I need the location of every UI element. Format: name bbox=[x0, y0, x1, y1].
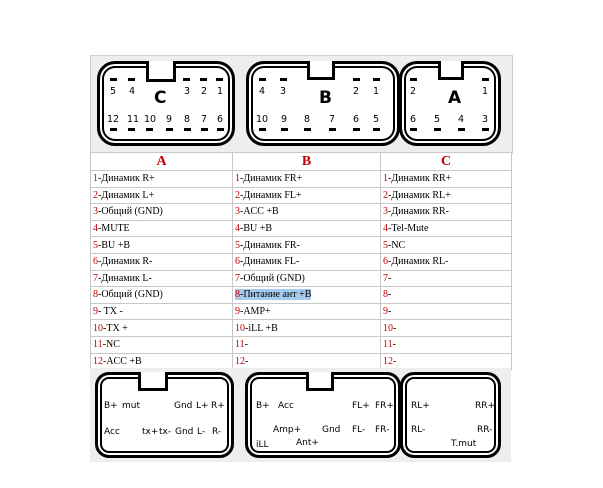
bottom-connector-middle-notch bbox=[306, 372, 334, 391]
connector-a-letter: A bbox=[448, 88, 462, 108]
table-header-row bbox=[91, 153, 512, 171]
pin-a3: 3 bbox=[482, 114, 489, 125]
pin-function: -Динамик RL- bbox=[388, 256, 449, 268]
label-amp-plus: Amp+ bbox=[273, 425, 302, 435]
pin-function: - bbox=[393, 322, 397, 334]
pin-number: 12 bbox=[93, 355, 103, 367]
pin-function: -AMP+ bbox=[240, 306, 271, 318]
table-row bbox=[91, 287, 512, 304]
table-cell-b bbox=[233, 253, 381, 270]
bottom-connector-left-notch bbox=[138, 372, 168, 391]
pin-dash bbox=[434, 128, 441, 131]
pin-dash bbox=[166, 128, 173, 131]
table-row bbox=[91, 204, 512, 221]
label-gnd-2: Gnd bbox=[175, 427, 194, 437]
pin-a1: 1 bbox=[482, 86, 489, 97]
pin-number: 3 bbox=[235, 206, 240, 218]
pin-number: 8 bbox=[235, 289, 240, 301]
pin-dash bbox=[373, 128, 380, 131]
label-fl-plus: FL+ bbox=[352, 401, 370, 411]
pin-number: 1 bbox=[235, 173, 240, 185]
pin-function: -Динамик R+ bbox=[98, 173, 155, 185]
pin-dash bbox=[353, 128, 360, 131]
pin-c3: 3 bbox=[184, 86, 191, 97]
label-ant-plus: Ant+ bbox=[296, 438, 319, 448]
pin-function: -Динамик RL+ bbox=[388, 189, 451, 201]
table-row bbox=[91, 187, 512, 204]
pin-dash bbox=[281, 128, 288, 131]
pin-dash bbox=[329, 128, 336, 131]
label-rl-plus: RL+ bbox=[411, 401, 430, 411]
table-cell-c bbox=[381, 204, 512, 221]
pin-dash bbox=[482, 78, 489, 81]
pin-b2: 2 bbox=[353, 86, 360, 97]
pin-a2: 2 bbox=[410, 86, 417, 97]
table-cell-b bbox=[233, 187, 381, 204]
label-ill: iLL bbox=[256, 440, 269, 450]
connector-a-notch bbox=[438, 61, 464, 80]
pin-number: 7 bbox=[93, 272, 98, 284]
pin-number: 2 bbox=[383, 189, 388, 201]
pin-number: 8 bbox=[93, 289, 98, 301]
table-cell-a bbox=[91, 303, 233, 320]
pin-dash bbox=[216, 78, 223, 81]
table-cell-a bbox=[91, 237, 233, 254]
pin-function: -MUTE bbox=[98, 223, 130, 235]
pin-number: 7 bbox=[383, 272, 388, 284]
pin-function: -BU +B bbox=[98, 239, 131, 251]
pin-number: 5 bbox=[93, 239, 98, 251]
pin-number: 2 bbox=[93, 189, 98, 201]
pin-function: - bbox=[244, 339, 248, 351]
table-row bbox=[91, 237, 512, 254]
pin-function: - bbox=[393, 355, 397, 367]
pin-number: 5 bbox=[235, 239, 240, 251]
label-fr-minus: FR- bbox=[375, 425, 390, 435]
table-cell-c bbox=[381, 253, 512, 270]
label-fl-minus: FL- bbox=[352, 425, 366, 435]
pin-number: 9 bbox=[93, 306, 98, 318]
table-row bbox=[91, 320, 512, 337]
label-r-plus: R+ bbox=[211, 401, 225, 411]
pin-dash bbox=[200, 78, 207, 81]
table-cell-b bbox=[233, 237, 381, 254]
bottom-connector-right bbox=[400, 372, 501, 458]
pin-b4: 4 bbox=[259, 86, 266, 97]
label-b-plus-2: B+ bbox=[256, 401, 270, 411]
table-cell-b bbox=[233, 270, 381, 287]
pin-number: 10 bbox=[383, 322, 393, 334]
table-row bbox=[91, 171, 512, 188]
pin-dash bbox=[201, 128, 208, 131]
connector-c-notch bbox=[146, 61, 176, 82]
pin-dash bbox=[373, 78, 380, 81]
pin-function: -NC bbox=[102, 339, 120, 351]
table-row bbox=[91, 220, 512, 237]
bottom-connector-middle bbox=[245, 372, 401, 458]
table-cell-c bbox=[381, 287, 512, 304]
pin-function: - bbox=[388, 289, 392, 301]
label-gnd-3: Gnd bbox=[322, 425, 341, 435]
pin-c5: 5 bbox=[110, 86, 117, 97]
pin-number: 5 bbox=[383, 239, 388, 251]
connector-b-notch bbox=[307, 61, 335, 80]
pin-function: -Динамик L- bbox=[98, 272, 152, 284]
table-cell-c bbox=[381, 220, 512, 237]
pin-c12: 12 bbox=[107, 114, 120, 125]
pin-c4: 4 bbox=[129, 86, 136, 97]
pin-c9: 9 bbox=[166, 114, 173, 125]
table-cell-a bbox=[91, 171, 233, 188]
table-row bbox=[91, 253, 512, 270]
pin-number: 12 bbox=[235, 355, 245, 367]
table-cell-c bbox=[381, 336, 512, 353]
label-fr-plus: FR+ bbox=[375, 401, 394, 411]
pin-number: 10 bbox=[235, 322, 245, 334]
label-tx-minus: tx- bbox=[159, 427, 172, 437]
pin-dash bbox=[110, 128, 117, 131]
pin-dash bbox=[110, 78, 117, 81]
pin-function: -ACC +B bbox=[103, 355, 142, 367]
pin-a5: 5 bbox=[434, 114, 441, 125]
pin-b8: 8 bbox=[304, 114, 311, 125]
pin-a4: 4 bbox=[458, 114, 465, 125]
pin-function: -TX + bbox=[103, 322, 128, 334]
table-cell-a bbox=[91, 253, 233, 270]
pin-number: 4 bbox=[235, 223, 240, 235]
pin-number: 8 bbox=[383, 289, 388, 301]
pin-b6: 6 bbox=[353, 114, 360, 125]
table-cell-b bbox=[233, 303, 381, 320]
label-acc-2: Acc bbox=[278, 401, 294, 411]
pin-function: -Динамик RR+ bbox=[388, 173, 452, 185]
pin-a6: 6 bbox=[410, 114, 417, 125]
label-l-minus: L- bbox=[197, 427, 206, 437]
pin-dash bbox=[482, 128, 489, 131]
label-rr-plus: RR+ bbox=[475, 401, 496, 411]
pin-dash bbox=[410, 128, 417, 131]
pin-number: 11 bbox=[93, 339, 103, 351]
pin-function: - bbox=[245, 355, 249, 367]
label-mut: mut bbox=[122, 401, 140, 411]
pin-function: - bbox=[388, 272, 392, 284]
pin-number: 9 bbox=[235, 306, 240, 318]
label-gnd: Gnd bbox=[174, 401, 193, 411]
label-l-plus: L+ bbox=[196, 401, 209, 411]
pin-function: -NC bbox=[388, 239, 406, 251]
label-b-plus: B+ bbox=[104, 401, 118, 411]
pin-number: 11 bbox=[235, 339, 245, 351]
bottom-connector-left bbox=[95, 372, 234, 458]
pin-number: 4 bbox=[93, 223, 98, 235]
pin-b10: 10 bbox=[256, 114, 269, 125]
pin-dash bbox=[410, 78, 417, 81]
label-t-mut: T.mut bbox=[451, 439, 477, 449]
pin-c7: 7 bbox=[201, 114, 208, 125]
table-cell-a bbox=[91, 336, 233, 353]
table-body bbox=[91, 171, 512, 370]
pin-number: 9 bbox=[383, 306, 388, 318]
pin-number: 12 bbox=[383, 355, 393, 367]
pin-number: 6 bbox=[93, 256, 98, 268]
pin-function: -Динамик L+ bbox=[98, 189, 155, 201]
pin-function: -Tel-Mute bbox=[388, 223, 429, 235]
pin-number: 1 bbox=[93, 173, 98, 185]
pin-dash bbox=[146, 128, 153, 131]
pin-function: - bbox=[388, 306, 392, 318]
table-cell-c bbox=[381, 303, 512, 320]
label-rl-minus: RL- bbox=[411, 425, 426, 435]
table-cell-a bbox=[91, 187, 233, 204]
table-cell-a bbox=[91, 287, 233, 304]
table-cell-a bbox=[91, 270, 233, 287]
pin-function: -Динамик R- bbox=[98, 256, 153, 268]
table-row bbox=[91, 270, 512, 287]
pin-dash bbox=[353, 78, 360, 81]
pin-function: -Динамик FL- bbox=[240, 256, 300, 268]
pin-b1: 1 bbox=[373, 86, 380, 97]
table-cell-a bbox=[91, 320, 233, 337]
table-row bbox=[91, 336, 512, 353]
pin-dash bbox=[259, 78, 266, 81]
table-cell-c bbox=[381, 171, 512, 188]
pin-c6: 6 bbox=[217, 114, 224, 125]
pin-function: -Динамик FR+ bbox=[240, 173, 303, 185]
table-cell-b bbox=[233, 320, 381, 337]
pin-function: -BU +B bbox=[240, 223, 273, 235]
pin-dash bbox=[184, 128, 191, 131]
pin-number: 1 bbox=[383, 173, 388, 185]
header-c: C bbox=[381, 153, 512, 171]
pin-dash bbox=[183, 78, 190, 81]
pin-function: - bbox=[392, 339, 396, 351]
pin-number: 3 bbox=[93, 206, 98, 218]
table-cell-b bbox=[233, 171, 381, 188]
pin-function: -Питание ант +B bbox=[240, 289, 312, 301]
table-cell-a bbox=[91, 204, 233, 221]
connector-a bbox=[399, 61, 501, 146]
table-cell-c bbox=[381, 187, 512, 204]
table-cell-b bbox=[233, 204, 381, 221]
pin-dash bbox=[259, 128, 266, 131]
pin-number: 11 bbox=[383, 339, 393, 351]
label-acc: Acc bbox=[104, 427, 120, 437]
pin-c10: 10 bbox=[144, 114, 157, 125]
pin-dash bbox=[458, 128, 465, 131]
pin-b5: 5 bbox=[373, 114, 380, 125]
table-cell-a bbox=[91, 220, 233, 237]
pin-c8: 8 bbox=[184, 114, 191, 125]
pin-dash bbox=[304, 128, 311, 131]
top-connector-strip bbox=[90, 55, 513, 154]
label-rr-minus: RR- bbox=[477, 425, 493, 435]
pin-number: 4 bbox=[383, 223, 388, 235]
pin-number: 3 bbox=[383, 206, 388, 218]
pin-number: 6 bbox=[383, 256, 388, 268]
table-cell-c bbox=[381, 320, 512, 337]
pin-function: -Общий (GND) bbox=[240, 272, 305, 284]
pin-c11: 11 bbox=[127, 114, 140, 125]
pin-dash bbox=[128, 78, 135, 81]
pin-b3: 3 bbox=[280, 86, 287, 97]
pin-dash bbox=[280, 78, 287, 81]
connector-c bbox=[97, 61, 235, 146]
table-cell-c bbox=[381, 270, 512, 287]
header-a: A bbox=[91, 153, 233, 171]
pin-dash bbox=[217, 128, 224, 131]
pin-function: -Общий (GND) bbox=[98, 206, 163, 218]
pin-b7: 7 bbox=[329, 114, 336, 125]
pin-c1: 1 bbox=[217, 86, 224, 97]
connector-b-letter: B bbox=[319, 88, 332, 108]
pin-function: -Динамик FL+ bbox=[240, 189, 302, 201]
pin-number: 6 bbox=[235, 256, 240, 268]
connector-c-letter: C bbox=[154, 88, 167, 108]
pin-dash bbox=[128, 128, 135, 131]
pin-number: 2 bbox=[235, 189, 240, 201]
pin-function: -Общий (GND) bbox=[98, 289, 163, 301]
connector-b bbox=[246, 61, 400, 146]
pin-number: 7 bbox=[235, 272, 240, 284]
header-b: B bbox=[233, 153, 381, 171]
pin-function: -Динамик RR- bbox=[388, 206, 450, 218]
pin-c2: 2 bbox=[201, 86, 208, 97]
pin-function: -ACC +B bbox=[240, 206, 279, 218]
table-cell-c bbox=[381, 237, 512, 254]
pin-number: 10 bbox=[93, 322, 103, 334]
table-cell-b bbox=[233, 220, 381, 237]
pin-function: -iLL +B bbox=[245, 322, 278, 334]
pinout-table bbox=[90, 152, 512, 370]
label-tx-plus: tx+ bbox=[142, 427, 159, 437]
bottom-connector-strip bbox=[90, 368, 511, 462]
pin-b9: 9 bbox=[281, 114, 288, 125]
pin-function: -Динамик FR- bbox=[240, 239, 300, 251]
table-cell-b bbox=[233, 287, 381, 304]
table-cell-b bbox=[233, 336, 381, 353]
table-row bbox=[91, 303, 512, 320]
label-r-minus: R- bbox=[212, 427, 222, 437]
pin-function: - TX - bbox=[98, 306, 123, 318]
